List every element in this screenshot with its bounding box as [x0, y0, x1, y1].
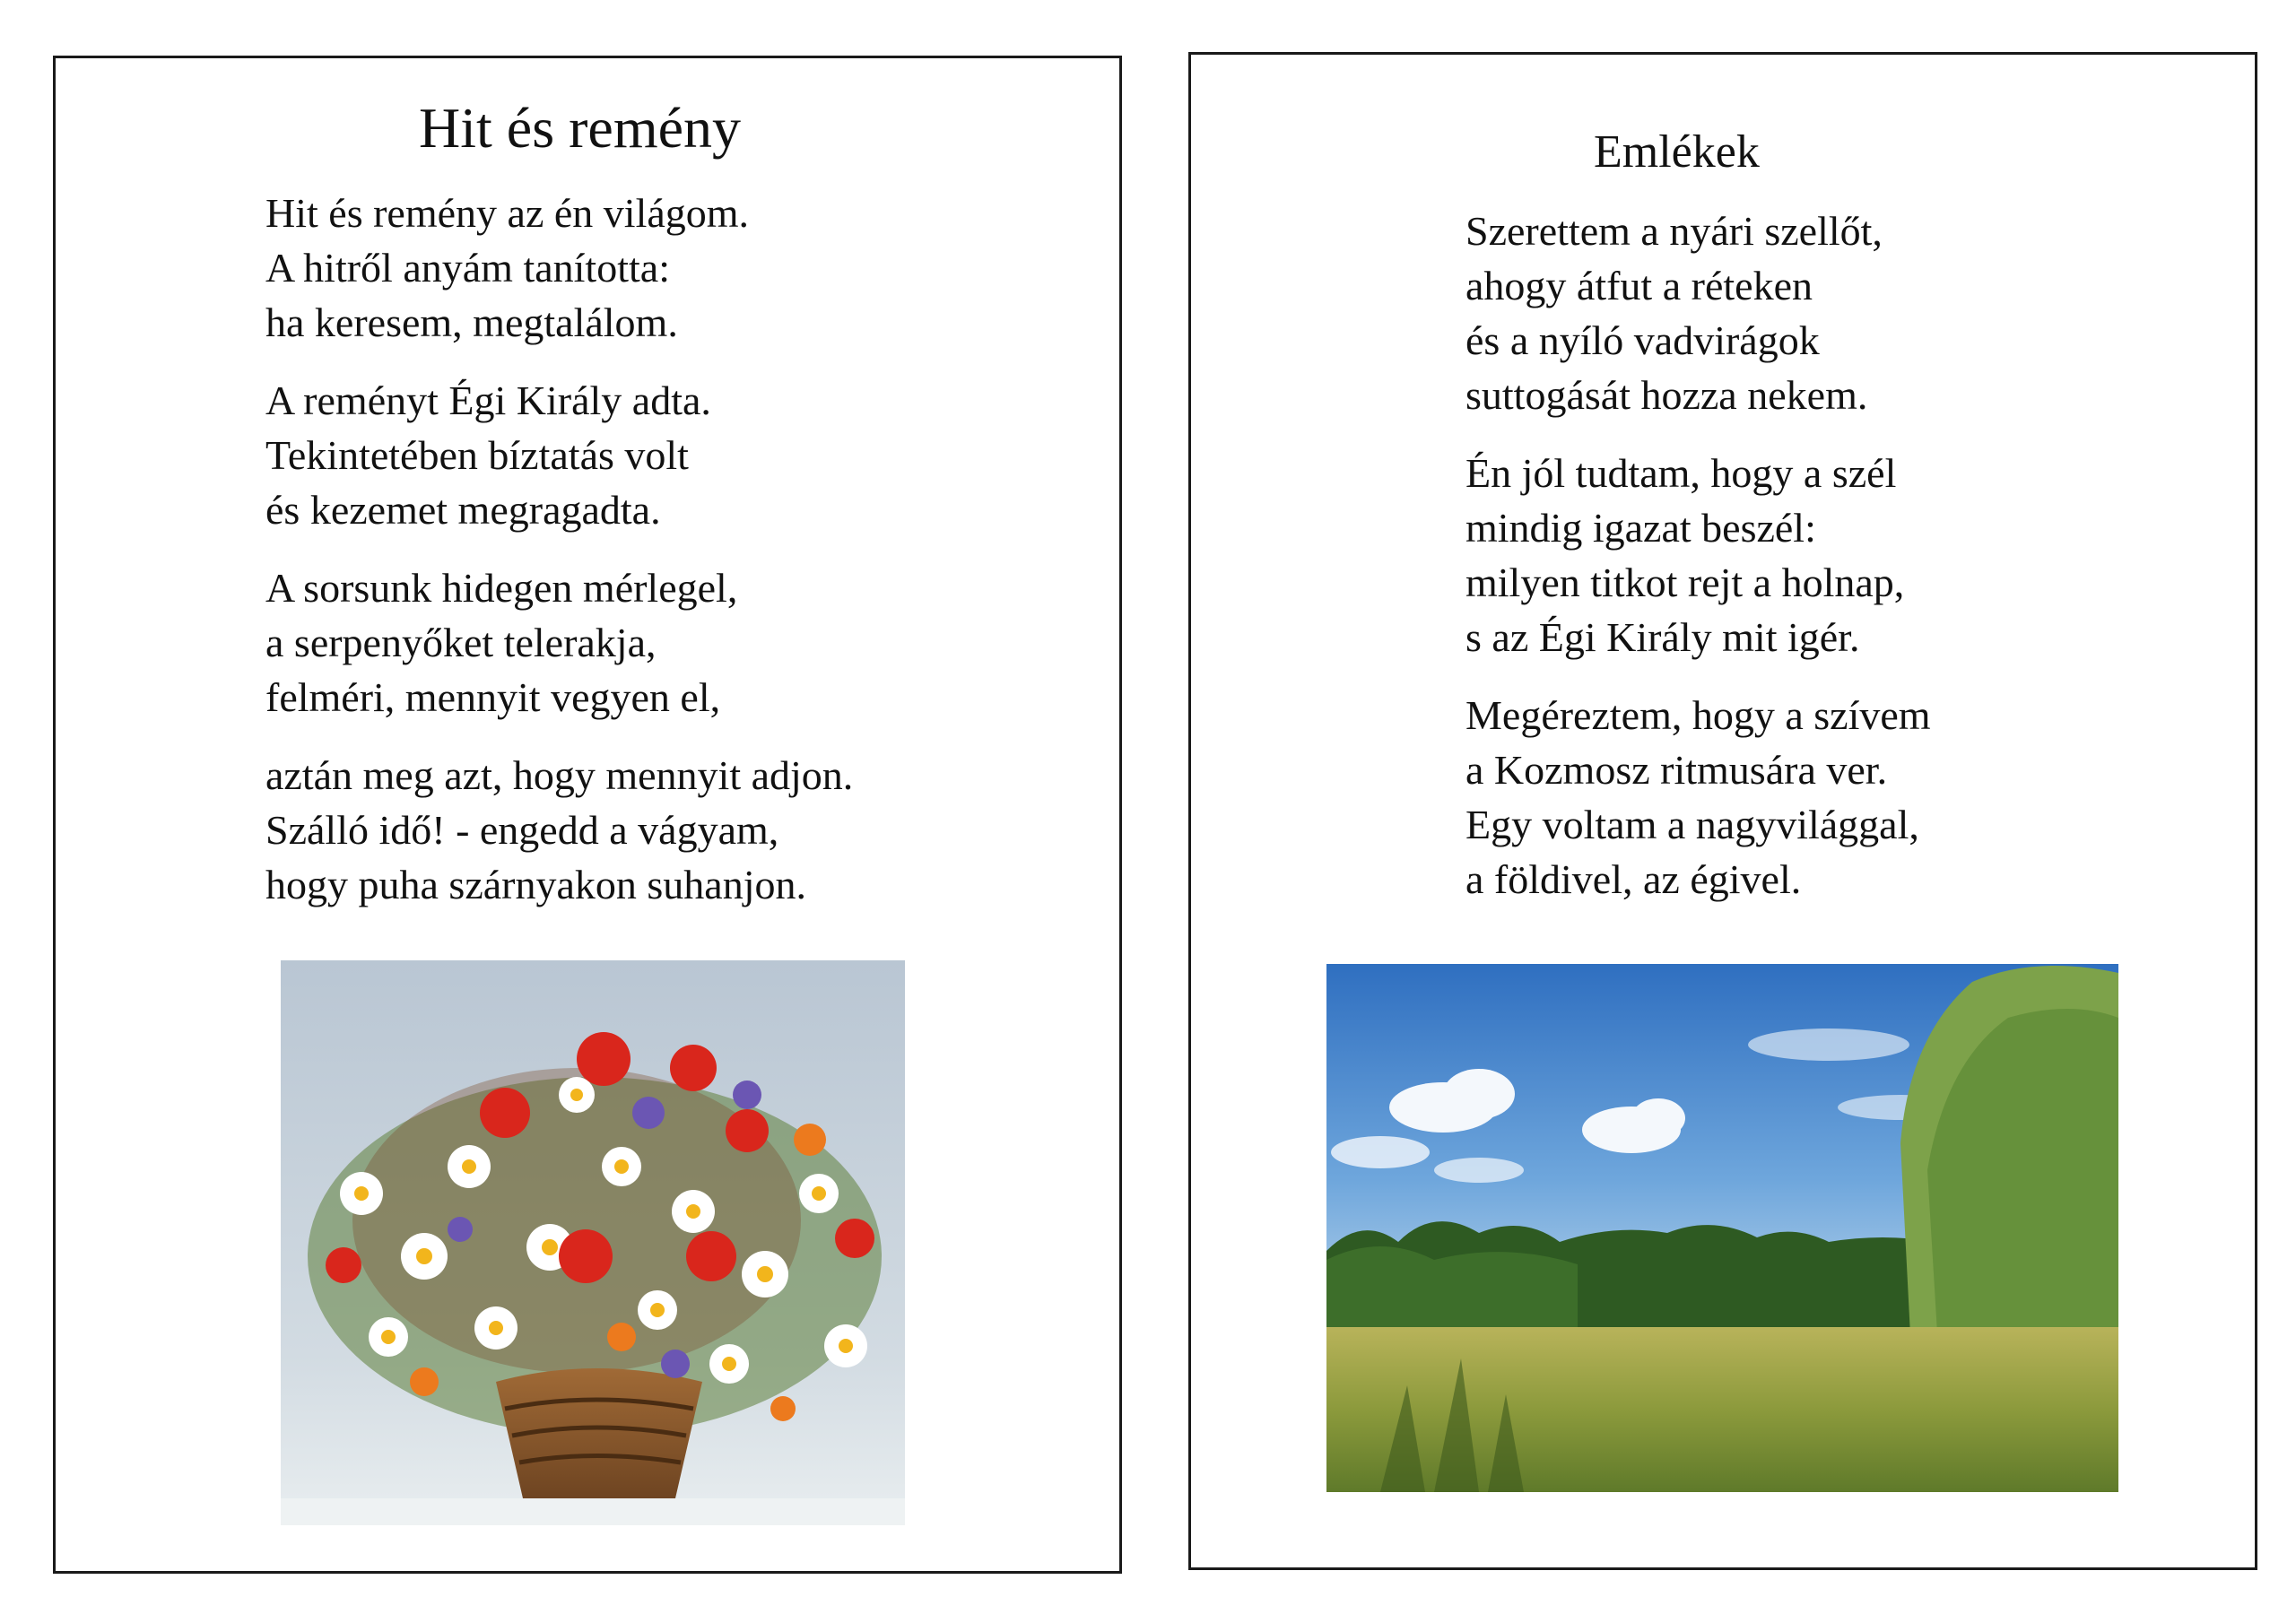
- poem-line: A hitről anyám tanította:: [265, 245, 670, 291]
- meadow-landscape-photo-icon: [1326, 964, 2118, 1492]
- flower-basket-image: [281, 960, 905, 1525]
- poem-line: mindig igazat beszél:: [1465, 505, 1816, 551]
- poem-line: Tekintetében bíztatás volt: [265, 432, 689, 478]
- stanza: [265, 373, 853, 537]
- stanza: [265, 560, 853, 725]
- poem-line: suttogását hozza nekem.: [1465, 372, 1868, 418]
- poem-line: s az Égi Király mit igér.: [1465, 614, 1860, 660]
- poem-line: A reményt Égi Király adta.: [265, 378, 711, 423]
- poem-line: aztán meg azt, hogy mennyit adjon.: [265, 752, 854, 798]
- poem-line: ahogy átfut a réteken: [1465, 263, 1813, 308]
- stanza: [1465, 688, 1931, 907]
- poem-line: a serpenyőket telerakja,: [265, 620, 657, 665]
- poem-line: Szálló idő! - engedd a vágyam,: [265, 807, 779, 853]
- poem-line: Megéreztem, hogy a szívem: [1465, 692, 1931, 738]
- poem-line: hogy puha szárnyakon suhanjon.: [265, 862, 806, 907]
- poem-line: és kezemet megragadta.: [265, 487, 661, 533]
- stanza: [1465, 204, 1931, 422]
- poem-body: [1465, 204, 1931, 930]
- poem-page-right: [1188, 52, 2257, 1570]
- poem-title: Emlékek: [1594, 126, 1760, 178]
- flower-basket-photo-icon: [281, 960, 905, 1525]
- poem-line: Egy voltam a nagyvilággal,: [1465, 802, 1919, 847]
- stanza: [265, 748, 853, 912]
- poem-line: Hit és remény az én világom.: [265, 190, 750, 236]
- poem-line: A sorsunk hidegen mérlegel,: [265, 565, 738, 611]
- poem-line: felméri, mennyit vegyen el,: [265, 674, 721, 720]
- poem-body: [265, 186, 853, 935]
- poem-line: a Kozmosz ritmusára ver.: [1465, 747, 1888, 793]
- stanza: [1465, 446, 1931, 664]
- poem-line: Szerettem a nyári szellőt,: [1465, 208, 1883, 254]
- poem-line: és a nyíló vadvirágok: [1465, 317, 1820, 363]
- poem-title: Hit és remény: [419, 96, 741, 160]
- meadow-image: [1326, 964, 2118, 1492]
- poem-line: Én jól tudtam, hogy a szél: [1465, 450, 1897, 496]
- stanza: [265, 186, 853, 350]
- poem-page-left: [53, 56, 1122, 1574]
- poem-line: milyen titkot rejt a holnap,: [1465, 560, 1905, 605]
- poem-line: ha keresem, megtalálom.: [265, 299, 678, 345]
- poem-line: a földivel, az égivel.: [1465, 856, 1802, 902]
